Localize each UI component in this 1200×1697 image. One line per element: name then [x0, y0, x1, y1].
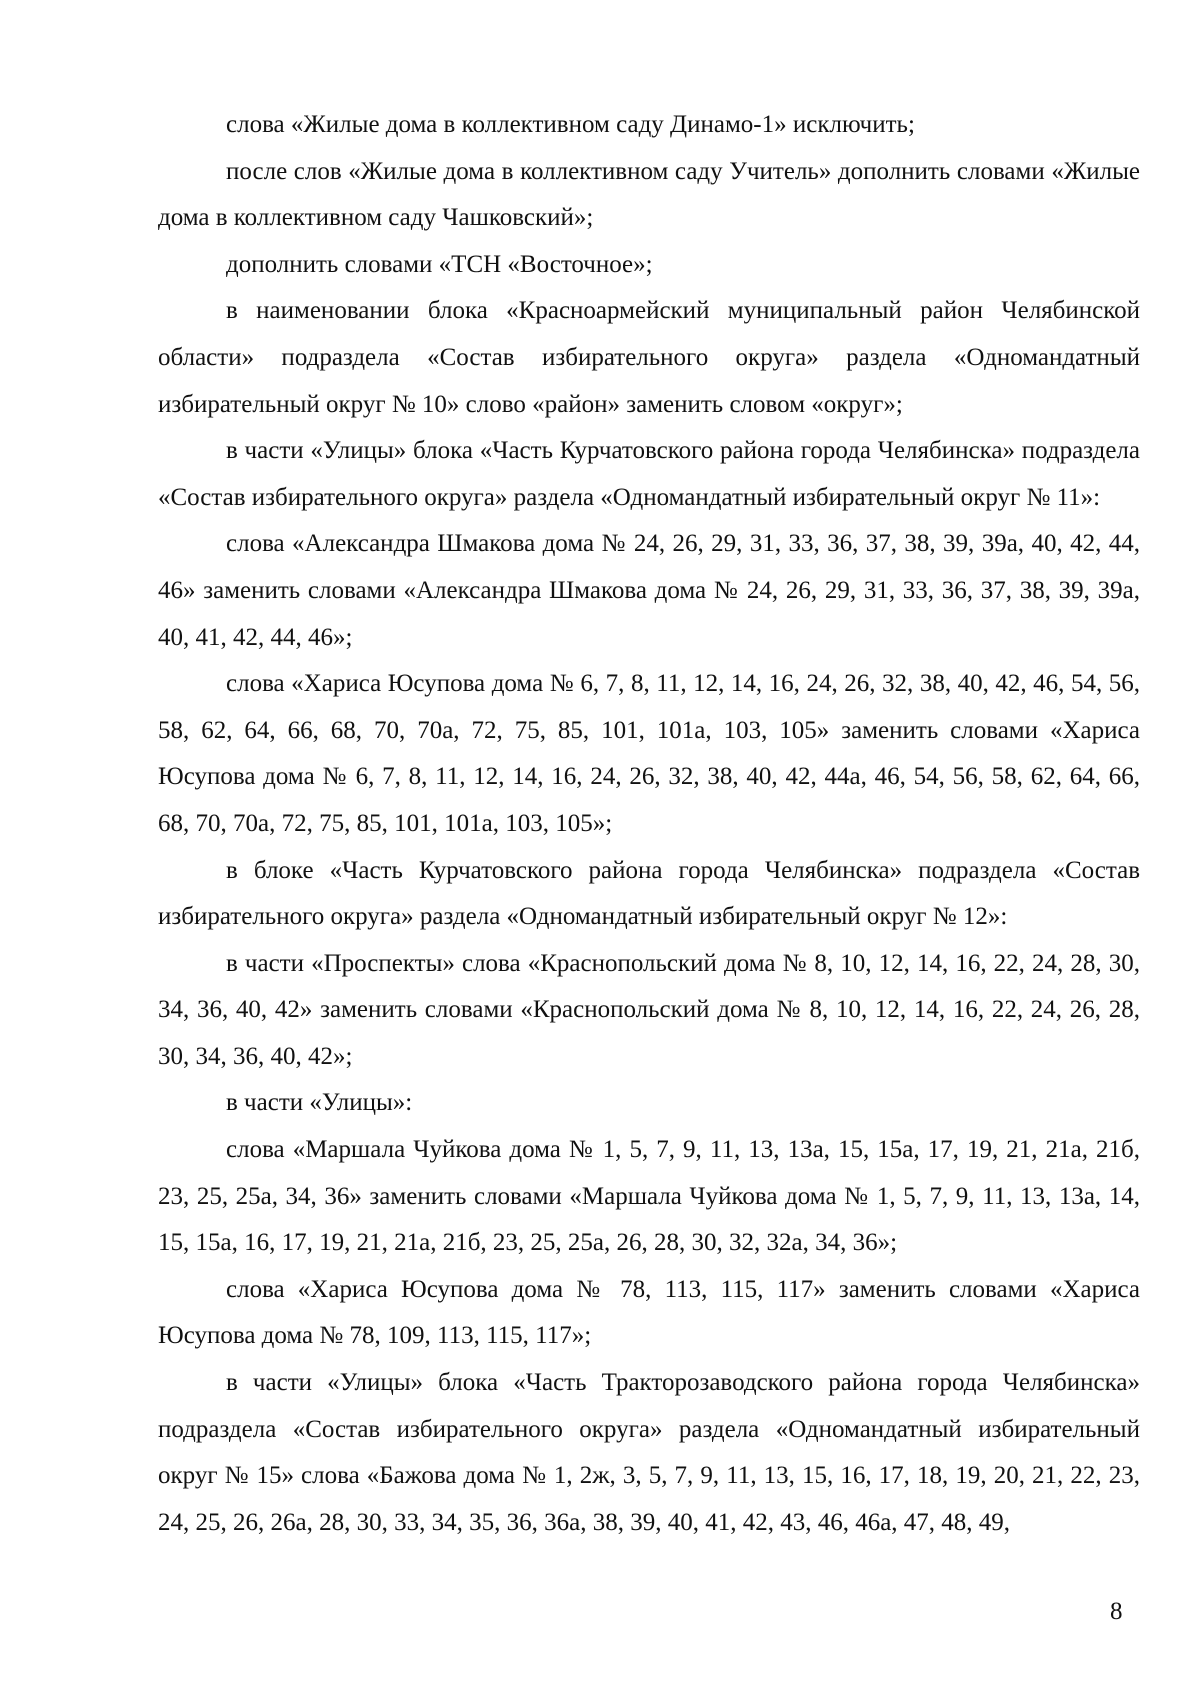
paragraph: слова «Александра Шмакова дома № 24, 26, 29, 31, 33, 36, 37, 38, 39, 39а, 40, 42, 44, 46» заменить словами «Александра Шмакова дома № 24, 26, 29, 31, 33, 36, 37, 38, 39, 39а, 40, 41, 42, 44, 46»;	[158, 530, 1140, 651]
paragraph: слова «Жилые дома в коллективном саду Динамо-1» исключить;	[226, 111, 915, 138]
paragraph: слова «Хариса Юсупова дома № 78, 113, 115, 117» заменить словами «Хариса Юсупова дома № 78, 109, 113, 115, 117»;	[158, 1275, 1140, 1350]
paragraph: в части «Улицы» блока «Часть Курчатовского района города Челябинска» подраздела «Состав избирательного округа» раздела «Одномандатный избирательный округ № 11»:	[158, 437, 1140, 511]
paragraph: в части «Улицы» блока «Часть Тракторозаводского района города Челябинска» подраздела «Состав избирательного округа» раздела «Одномандатный избирательный округ № 15» слова «Бажова дома № 1, 2ж, 3, 5, 7, 9, 11, 13, 15, 16, 17, 18, 19, 20, 21, 22, 23, 24, 25, 26, 26а, 28, 30, 33, 34, 35, 36, 36а, 38, 39, 40, 41, 42, 43, 46, 46а, 47, 48, 49,	[158, 1369, 1140, 1536]
paragraph: слова «Хариса Юсупова дома № 6, 7, 8, 11, 12, 14, 16, 24, 26, 32, 38, 40, 42, 46, 54, 56, 58, 62, 64, 66, 68, 70, 70а, 72, 75, 85, 101, 101а, 103, 105» заменить словами «Хариса Юсупова дома № 6, 7, 8, 11, 12, 14, 16, 24, 26, 32, 38, 40, 42, 44а, 46, 54, 56, 58, 62, 64, 66, 68, 70, 70а, 72, 75, 85, 101, 101а, 103, 105»;	[158, 670, 1140, 837]
paragraph: в части «Улицы»:	[226, 1089, 413, 1117]
paragraph: в блоке «Часть Курчатовского района города Челябинска» подраздела «Состав избирательного округа» раздела «Одномандатный избирательный округ № 12»:	[158, 856, 1140, 931]
paragraph: в части «Проспекты» слова «Краснопольский дома № 8, 10, 12, 14, 16, 22, 24, 28, 30, 34, 36, 40, 42» заменить словами «Краснопольский дома № 8, 10, 12, 14, 16, 22, 24, 26, 28, 30, 34, 36, 40, 42»;	[158, 949, 1140, 1070]
paragraph: слова «Маршала Чуйкова дома № 1, 5, 7, 9, 11, 13, 13а, 15, 15а, 17, 19, 21, 21а, 21б, 23, 25, 25а, 34, 36» заменить словами «Маршала Чуйкова дома № 1, 5, 7, 9, 11, 13, 13а, 14, 15, 15а, 16, 17, 19, 21, 21а, 21б, 23, 25, 25а, 26, 28, 30, 32, 32а, 34, 36»;	[158, 1136, 1140, 1257]
page-number: 8	[1110, 1598, 1123, 1625]
document-body	[158, 102, 1140, 1546]
paragraph: в наименовании блока «Красноармейский муниципальный район Челябинской области» подраздела «Состав избирательного округа» раздела «Одномандатный избирательный округ № 10» слово «район» заменить словом «округ»;	[158, 297, 1140, 418]
paragraph: дополнить словами «ТСН «Восточное»;	[226, 250, 653, 278]
paragraph: после слов «Жилые дома в коллективном саду Учитель» дополнить словами «Жилые дома в коллективном саду Чашковский»;	[158, 157, 1140, 232]
